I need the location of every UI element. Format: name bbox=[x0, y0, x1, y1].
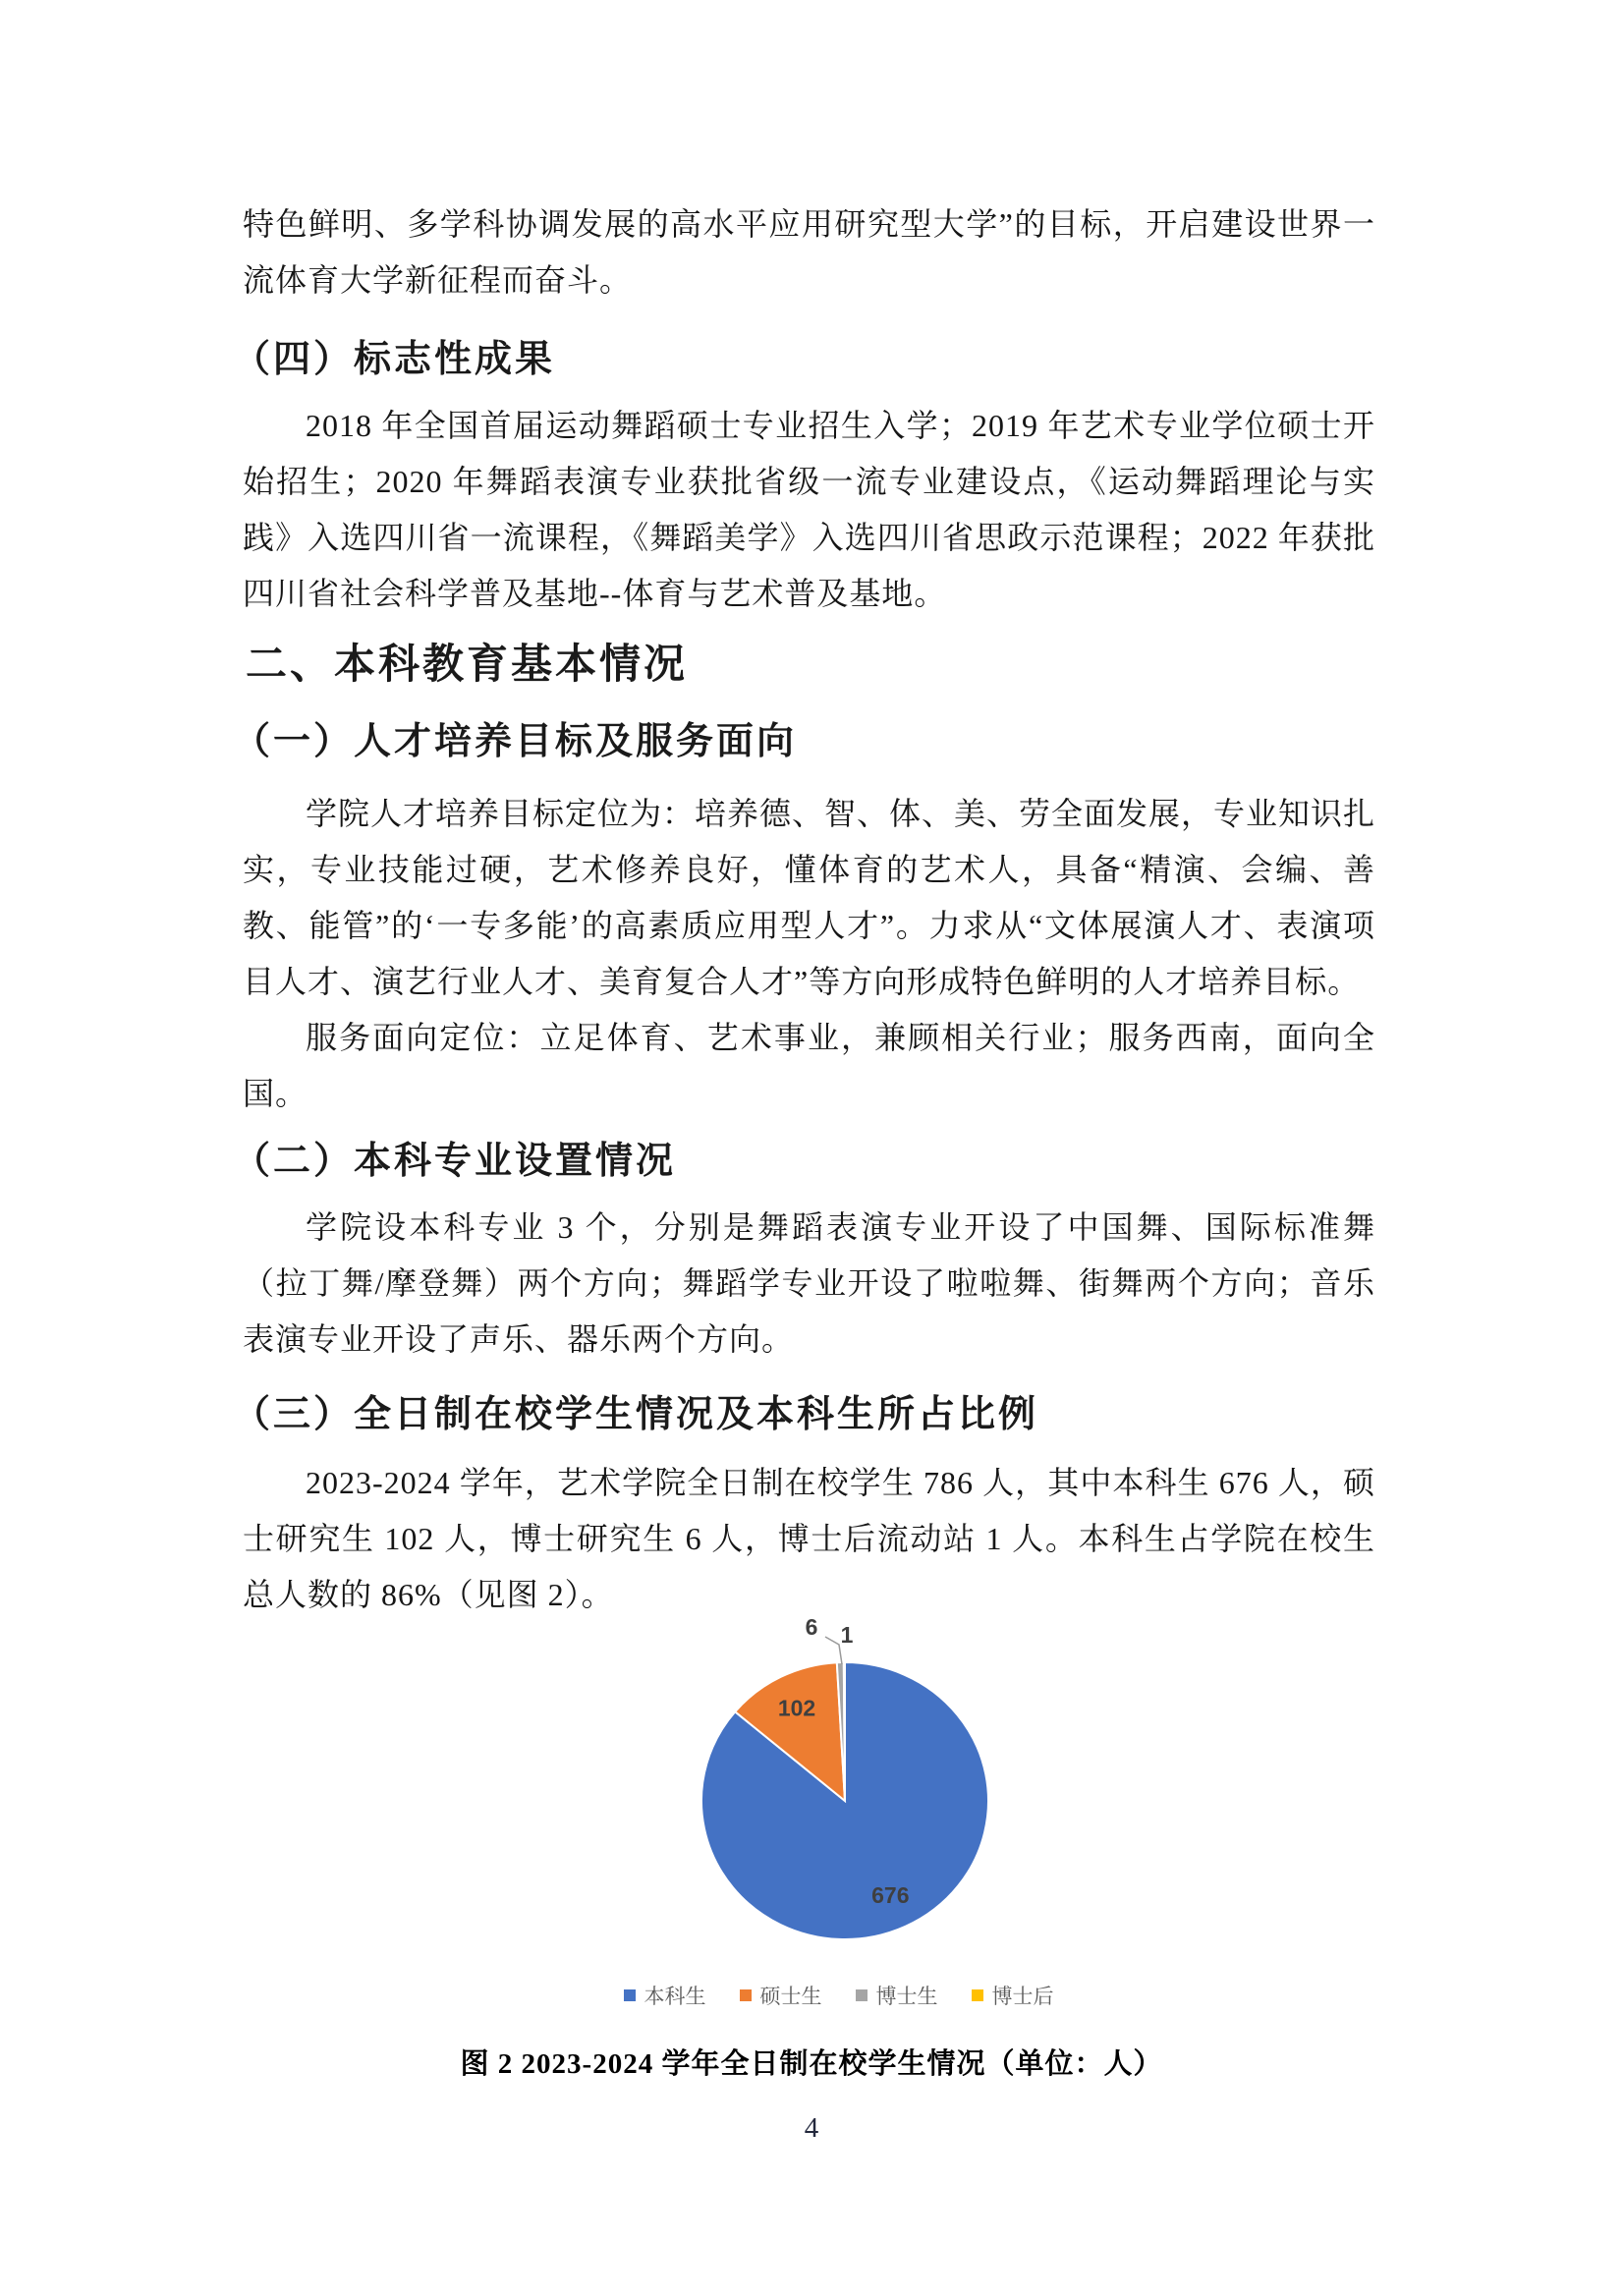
paragraph-training-goal: 学院人才培养目标定位为：培养德、智、体、美、劳全面发展，专业知识扎实，专业技能过硬，艺术修养良好，懂体育的艺术人，具备“精演、会编、善教、能管”的‘一专多能’的高素质应用型人才”。力求从“文体展演人才、表演项目人才、演艺行业人才、美育复合人才”等方向形成特色鲜明的人才培养目标。 bbox=[243, 796, 1376, 999]
legend-item-博士生 bbox=[856, 1981, 938, 2010]
legend-swatch-icon bbox=[856, 1989, 867, 2001]
legend-swatch-icon bbox=[740, 1989, 752, 2001]
paragraph-landmark-achievements: 2018 年全国首届运动舞蹈硕士专业招生入学；2019 年艺术专业学位硕士开始招生；2020 年舞蹈表演专业获批省级一流专业建设点，《运动舞蹈理论与实践》入选四川省一流课程，《舞蹈美学》入选四川省思政示范课程；2022 年获批四川省社会科学普及基地--体育与艺术普及基地。 bbox=[243, 408, 1375, 611]
pie-data-label-硕士生: 102 bbox=[777, 1695, 816, 1721]
figure2-pie-chart-block bbox=[0, 1611, 1623, 2024]
legend-item-博士后 bbox=[972, 1981, 1054, 2010]
pie-slice-博士后 bbox=[844, 1662, 845, 1801]
pie-chart bbox=[501, 1611, 1189, 2024]
paragraph-student-numbers: 2023-2024 学年，艺术学院全日制在校学生 786 人，其中本科生 676 人，硕士研究生 102 人，博士研究生 6 人，博士后流动站 1 人。本科生占学院在校生总人数的 86%（见图 2）。 bbox=[243, 1465, 1375, 1612]
paragraph-continuation: 特色鲜明、多学科协调发展的高水平应用研究型大学”的目标，开启建设世界一流体育大学新征程而奋斗。 bbox=[243, 206, 1375, 298]
legend-label: 本科生 bbox=[644, 1986, 706, 2008]
figure-caption: 图 2 2023-2024 学年全日制在校学生情况（单位：人） bbox=[460, 2048, 1163, 2080]
paragraph-service-orientation: 服务面向定位：立足体育、艺术事业，兼顾相关行业；服务西南，面向全国。 bbox=[243, 1020, 1375, 1111]
pie-data-label-博士后: 1 bbox=[840, 1622, 854, 1648]
heading-talent-training-goal: （一）人才培养目标及服务面向 bbox=[233, 721, 798, 762]
legend-item-本科生 bbox=[624, 1981, 706, 2010]
page-number: 4 bbox=[804, 2112, 819, 2144]
legend-swatch-icon bbox=[624, 1989, 636, 2001]
chart-legend bbox=[0, 1981, 1623, 2010]
paragraph-majors: 学院设本科专业 3 个，分别是舞蹈表演专业开设了中国舞、国际标准舞（拉丁舞/摩登舞）两个方向；舞蹈学专业开设了啦啦舞、街舞两个方向；音乐表演专业开设了声乐、器乐两个方向。 bbox=[243, 1209, 1375, 1357]
legend-label: 硕士生 bbox=[759, 1986, 822, 2008]
data-label-leader-line bbox=[825, 1637, 842, 1664]
legend-swatch-icon bbox=[972, 1989, 983, 2001]
legend-label: 博士生 bbox=[875, 1986, 938, 2008]
heading-fulltime-students: （三）全日制在校学生情况及本科生所占比例 bbox=[233, 1394, 1039, 1435]
pie-data-label-博士生: 6 bbox=[805, 1614, 818, 1640]
legend-item-硕士生 bbox=[740, 1981, 822, 2010]
heading-landmark-achievements: （四）标志性成果 bbox=[233, 339, 556, 380]
heading-major-setup: （二）本科专业设置情况 bbox=[233, 1141, 677, 1182]
pie-data-label-本科生: 676 bbox=[871, 1881, 910, 1908]
heading-section-undergraduate-education: 二、本科教育基本情况 bbox=[246, 641, 689, 687]
legend-label: 博士后 bbox=[991, 1986, 1054, 2008]
